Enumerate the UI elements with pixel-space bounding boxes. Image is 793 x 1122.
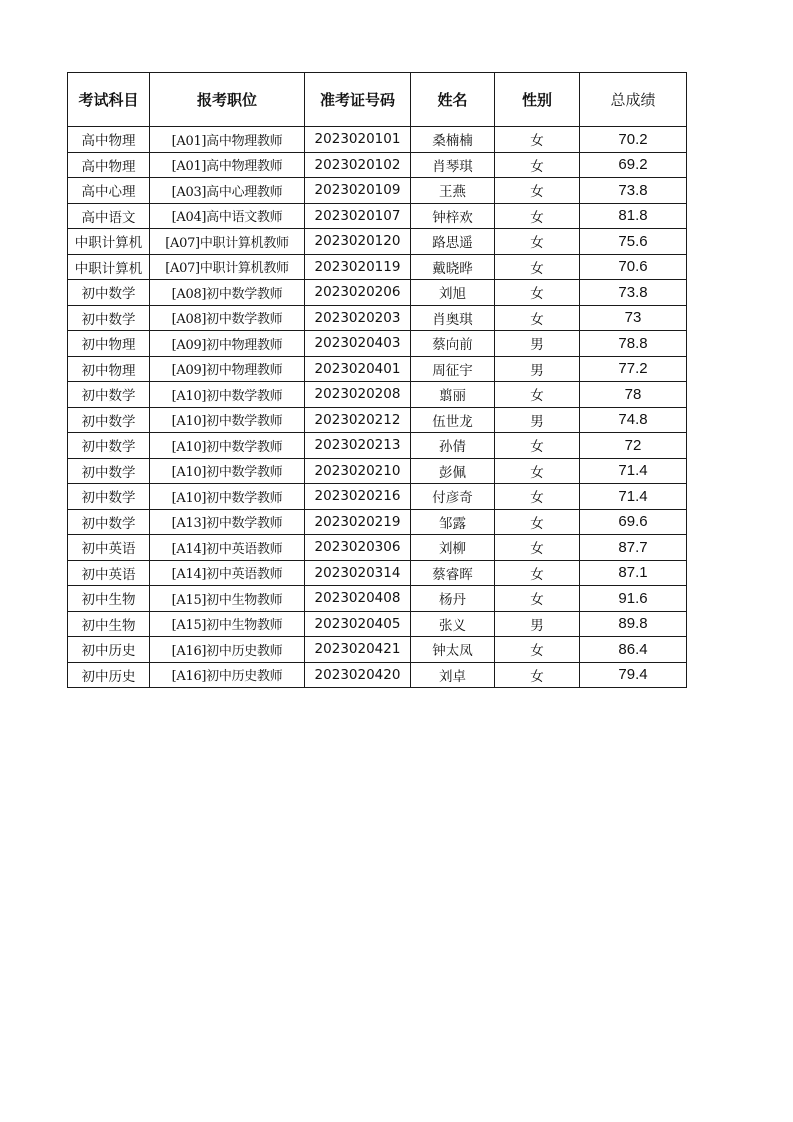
table-row bbox=[68, 611, 687, 637]
cell-score: 70.2 bbox=[580, 127, 687, 153]
cell-name: 肖奥琪 bbox=[411, 305, 495, 331]
cell-exam-id: 2023020212 bbox=[305, 407, 411, 433]
cell-score: 87.7 bbox=[580, 535, 687, 561]
cell-exam-id: 2023020213 bbox=[305, 433, 411, 459]
cell-gender: 女 bbox=[495, 560, 580, 586]
table-row bbox=[68, 382, 687, 408]
cell-exam-id: 2023020107 bbox=[305, 203, 411, 229]
cell-exam-id: 2023020203 bbox=[305, 305, 411, 331]
cell-name: 钟梓欢 bbox=[411, 203, 495, 229]
header-name: 姓名 bbox=[411, 73, 495, 127]
cell-score: 72 bbox=[580, 433, 687, 459]
cell-exam-id: 2023020306 bbox=[305, 535, 411, 561]
cell-score: 73 bbox=[580, 305, 687, 331]
cell-name: 杨丹 bbox=[411, 586, 495, 612]
cell-position: [A03]高中心理教师 bbox=[150, 178, 305, 204]
cell-position: [A07]中职计算机教师 bbox=[150, 254, 305, 280]
table-row bbox=[68, 433, 687, 459]
table-row bbox=[68, 127, 687, 153]
table-body bbox=[68, 127, 687, 688]
cell-score: 79.4 bbox=[580, 662, 687, 688]
cell-subject: 中职计算机 bbox=[68, 254, 150, 280]
table-row bbox=[68, 586, 687, 612]
cell-score: 70.6 bbox=[580, 254, 687, 280]
table-row bbox=[68, 407, 687, 433]
cell-name: 张义 bbox=[411, 611, 495, 637]
cell-name: 桑楠楠 bbox=[411, 127, 495, 153]
cell-score: 87.1 bbox=[580, 560, 687, 586]
cell-exam-id: 2023020403 bbox=[305, 331, 411, 357]
cell-position: [A08]初中数学教师 bbox=[150, 305, 305, 331]
cell-position: [A15]初中生物教师 bbox=[150, 586, 305, 612]
cell-position: [A01]高中物理教师 bbox=[150, 127, 305, 153]
cell-exam-id: 2023020219 bbox=[305, 509, 411, 535]
cell-score: 69.2 bbox=[580, 152, 687, 178]
header-position: 报考职位 bbox=[150, 73, 305, 127]
cell-score: 78 bbox=[580, 382, 687, 408]
cell-subject: 初中数学 bbox=[68, 407, 150, 433]
cell-position: [A09]初中物理教师 bbox=[150, 331, 305, 357]
cell-name: 戴晓晔 bbox=[411, 254, 495, 280]
cell-subject: 初中数学 bbox=[68, 458, 150, 484]
cell-name: 伍世龙 bbox=[411, 407, 495, 433]
cell-gender: 女 bbox=[495, 535, 580, 561]
cell-score: 74.8 bbox=[580, 407, 687, 433]
cell-exam-id: 2023020101 bbox=[305, 127, 411, 153]
cell-exam-id: 2023020102 bbox=[305, 152, 411, 178]
header-row bbox=[68, 73, 687, 127]
cell-name: 刘旭 bbox=[411, 280, 495, 306]
cell-exam-id: 2023020408 bbox=[305, 586, 411, 612]
cell-position: [A10]初中数学教师 bbox=[150, 433, 305, 459]
cell-gender: 女 bbox=[495, 433, 580, 459]
cell-score: 91.6 bbox=[580, 586, 687, 612]
cell-gender: 男 bbox=[495, 407, 580, 433]
cell-subject: 中职计算机 bbox=[68, 229, 150, 255]
cell-name: 付彦奇 bbox=[411, 484, 495, 510]
cell-subject: 初中数学 bbox=[68, 509, 150, 535]
cell-subject: 高中心理 bbox=[68, 178, 150, 204]
cell-exam-id: 2023020208 bbox=[305, 382, 411, 408]
cell-name: 翦丽 bbox=[411, 382, 495, 408]
cell-position: [A10]初中数学教师 bbox=[150, 382, 305, 408]
cell-subject: 初中数学 bbox=[68, 305, 150, 331]
cell-name: 邹露 bbox=[411, 509, 495, 535]
cell-subject: 高中物理 bbox=[68, 152, 150, 178]
cell-position: [A16]初中历史教师 bbox=[150, 662, 305, 688]
header-gender: 性别 bbox=[495, 73, 580, 127]
cell-gender: 女 bbox=[495, 280, 580, 306]
cell-name: 彭佩 bbox=[411, 458, 495, 484]
cell-exam-id: 2023020120 bbox=[305, 229, 411, 255]
cell-position: [A10]初中数学教师 bbox=[150, 458, 305, 484]
cell-subject: 初中数学 bbox=[68, 280, 150, 306]
cell-name: 钟太凤 bbox=[411, 637, 495, 663]
cell-subject: 初中历史 bbox=[68, 662, 150, 688]
table-row bbox=[68, 662, 687, 688]
cell-subject: 初中历史 bbox=[68, 637, 150, 663]
cell-gender: 男 bbox=[495, 331, 580, 357]
cell-name: 孙倩 bbox=[411, 433, 495, 459]
table-row bbox=[68, 152, 687, 178]
cell-position: [A14]初中英语教师 bbox=[150, 535, 305, 561]
cell-name: 王燕 bbox=[411, 178, 495, 204]
cell-position: [A04]高中语文教师 bbox=[150, 203, 305, 229]
table-row bbox=[68, 535, 687, 561]
header-exam-id: 准考证号码 bbox=[305, 73, 411, 127]
table-row bbox=[68, 356, 687, 382]
cell-position: [A16]初中历史教师 bbox=[150, 637, 305, 663]
cell-score: 77.2 bbox=[580, 356, 687, 382]
cell-position: [A01]高中物理教师 bbox=[150, 152, 305, 178]
cell-score: 71.4 bbox=[580, 484, 687, 510]
cell-position: [A13]初中数学教师 bbox=[150, 509, 305, 535]
cell-subject: 初中英语 bbox=[68, 535, 150, 561]
cell-score: 73.8 bbox=[580, 280, 687, 306]
cell-score: 69.6 bbox=[580, 509, 687, 535]
table-row bbox=[68, 229, 687, 255]
table-row bbox=[68, 203, 687, 229]
cell-gender: 女 bbox=[495, 254, 580, 280]
table-row bbox=[68, 254, 687, 280]
cell-name: 刘卓 bbox=[411, 662, 495, 688]
cell-gender: 女 bbox=[495, 229, 580, 255]
cell-score: 75.6 bbox=[580, 229, 687, 255]
header-score: 总成绩 bbox=[580, 73, 687, 127]
cell-position: [A15]初中生物教师 bbox=[150, 611, 305, 637]
score-table bbox=[67, 72, 687, 688]
cell-gender: 女 bbox=[495, 178, 580, 204]
cell-subject: 高中物理 bbox=[68, 127, 150, 153]
cell-name: 刘柳 bbox=[411, 535, 495, 561]
cell-position: [A08]初中数学教师 bbox=[150, 280, 305, 306]
cell-exam-id: 2023020119 bbox=[305, 254, 411, 280]
cell-gender: 女 bbox=[495, 127, 580, 153]
table-row bbox=[68, 305, 687, 331]
cell-gender: 女 bbox=[495, 305, 580, 331]
table-row bbox=[68, 178, 687, 204]
cell-gender: 女 bbox=[495, 152, 580, 178]
table-row bbox=[68, 484, 687, 510]
cell-gender: 女 bbox=[495, 637, 580, 663]
cell-gender: 女 bbox=[495, 382, 580, 408]
cell-subject: 初中数学 bbox=[68, 433, 150, 459]
cell-position: [A09]初中物理教师 bbox=[150, 356, 305, 382]
table-row bbox=[68, 509, 687, 535]
cell-score: 81.8 bbox=[580, 203, 687, 229]
cell-position: [A10]初中数学教师 bbox=[150, 407, 305, 433]
cell-score: 78.8 bbox=[580, 331, 687, 357]
cell-gender: 男 bbox=[495, 611, 580, 637]
cell-name: 路思遥 bbox=[411, 229, 495, 255]
table-row bbox=[68, 280, 687, 306]
table-row bbox=[68, 560, 687, 586]
table-row bbox=[68, 331, 687, 357]
cell-subject: 初中物理 bbox=[68, 356, 150, 382]
cell-exam-id: 2023020420 bbox=[305, 662, 411, 688]
cell-exam-id: 2023020216 bbox=[305, 484, 411, 510]
cell-gender: 女 bbox=[495, 203, 580, 229]
cell-exam-id: 2023020210 bbox=[305, 458, 411, 484]
cell-subject: 高中语文 bbox=[68, 203, 150, 229]
cell-subject: 初中生物 bbox=[68, 586, 150, 612]
cell-score: 86.4 bbox=[580, 637, 687, 663]
table-row bbox=[68, 637, 687, 663]
cell-name: 蔡睿晖 bbox=[411, 560, 495, 586]
table-row bbox=[68, 458, 687, 484]
cell-name: 肖琴琪 bbox=[411, 152, 495, 178]
cell-exam-id: 2023020405 bbox=[305, 611, 411, 637]
header-subject: 考试科目 bbox=[68, 73, 150, 127]
cell-gender: 女 bbox=[495, 484, 580, 510]
cell-subject: 初中物理 bbox=[68, 331, 150, 357]
cell-exam-id: 2023020421 bbox=[305, 637, 411, 663]
table-header bbox=[68, 73, 687, 127]
cell-gender: 男 bbox=[495, 356, 580, 382]
cell-score: 71.4 bbox=[580, 458, 687, 484]
cell-position: [A07]中职计算机教师 bbox=[150, 229, 305, 255]
cell-name: 周征宇 bbox=[411, 356, 495, 382]
cell-subject: 初中数学 bbox=[68, 484, 150, 510]
cell-subject: 初中生物 bbox=[68, 611, 150, 637]
cell-subject: 初中英语 bbox=[68, 560, 150, 586]
cell-name: 蔡向前 bbox=[411, 331, 495, 357]
cell-gender: 女 bbox=[495, 509, 580, 535]
cell-exam-id: 2023020401 bbox=[305, 356, 411, 382]
cell-exam-id: 2023020206 bbox=[305, 280, 411, 306]
cell-gender: 女 bbox=[495, 458, 580, 484]
cell-score: 89.8 bbox=[580, 611, 687, 637]
cell-score: 73.8 bbox=[580, 178, 687, 204]
cell-gender: 女 bbox=[495, 662, 580, 688]
cell-position: [A14]初中英语教师 bbox=[150, 560, 305, 586]
cell-position: [A10]初中数学教师 bbox=[150, 484, 305, 510]
cell-exam-id: 2023020314 bbox=[305, 560, 411, 586]
cell-gender: 女 bbox=[495, 586, 580, 612]
cell-subject: 初中数学 bbox=[68, 382, 150, 408]
cell-exam-id: 2023020109 bbox=[305, 178, 411, 204]
